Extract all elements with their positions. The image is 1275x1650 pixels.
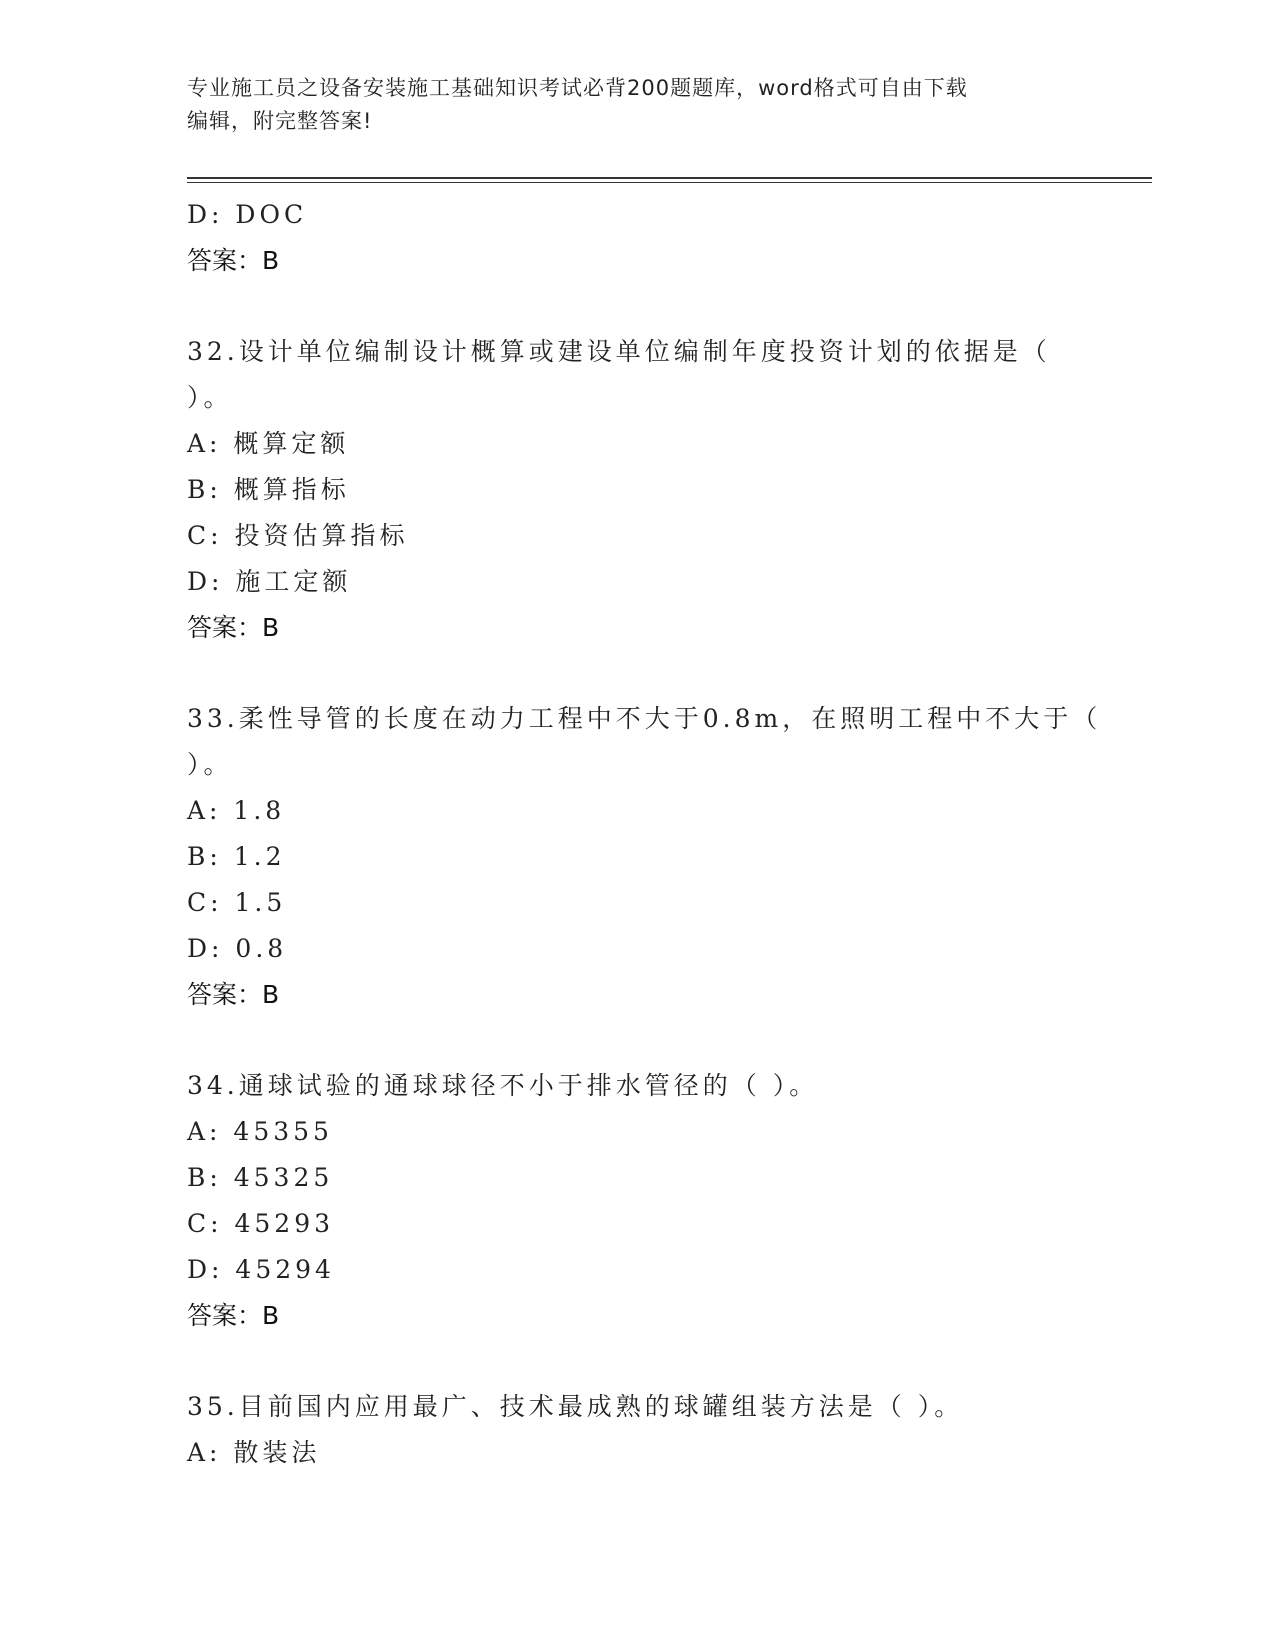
question-list bbox=[187, 192, 1102, 1476]
header-divider bbox=[187, 177, 1152, 179]
option-a: A: 概算定额 bbox=[187, 429, 350, 458]
answer-line: 答案：B bbox=[187, 246, 280, 275]
answer-line: 答案：B bbox=[187, 1301, 280, 1330]
option-d: D: 45294 bbox=[187, 1255, 335, 1284]
option-b: B: 概算指标 bbox=[187, 475, 350, 504]
option-a: A: 1.8 bbox=[187, 796, 286, 825]
header-divider-thin bbox=[187, 182, 1152, 183]
option-c: C: 1.5 bbox=[187, 888, 287, 917]
question-text: 33.柔性导管的长度在动力工程中不大于0.8m，在照明工程中不大于（ bbox=[187, 704, 1102, 733]
question-34 bbox=[187, 1063, 1087, 1339]
option-a: A: 45355 bbox=[187, 1117, 333, 1146]
header-line-2: 编辑，附完整答案! bbox=[187, 109, 373, 133]
option-c: C: 45293 bbox=[187, 1209, 335, 1238]
question-35 bbox=[187, 1384, 1087, 1476]
question-text: 32.设计单位编制设计概算或建设单位编制年度投资计划的依据是（ bbox=[187, 337, 1051, 366]
question-text: 35.目前国内应用最广、技术最成熟的球罐组装方法是（ ）。 bbox=[187, 1392, 964, 1421]
question-text-cont: ）。 bbox=[187, 383, 233, 412]
option-d: D: 0.8 bbox=[187, 934, 288, 963]
option-a: A: 散装法 bbox=[187, 1438, 321, 1467]
option-d: D: 施工定额 bbox=[187, 567, 352, 596]
question-text: 34.通球试验的通球球径不小于排水管径的（ ）。 bbox=[187, 1071, 819, 1100]
answer-line: 答案：B bbox=[187, 613, 280, 642]
answer-line: 答案：B bbox=[187, 980, 280, 1009]
option-d: D: DOC bbox=[187, 200, 308, 229]
question-33 bbox=[187, 696, 1102, 1018]
document-header bbox=[187, 72, 1067, 138]
question-text-cont: ）。 bbox=[187, 750, 233, 779]
option-c: C: 投资估算指标 bbox=[187, 521, 409, 550]
option-b: B: 45325 bbox=[187, 1163, 334, 1192]
header-line-1: 专业施工员之设备安装施工基础知识考试必背200题题库，word格式可自由下载 bbox=[187, 76, 968, 100]
option-b: B: 1.2 bbox=[187, 842, 286, 871]
question-32 bbox=[187, 329, 1087, 651]
